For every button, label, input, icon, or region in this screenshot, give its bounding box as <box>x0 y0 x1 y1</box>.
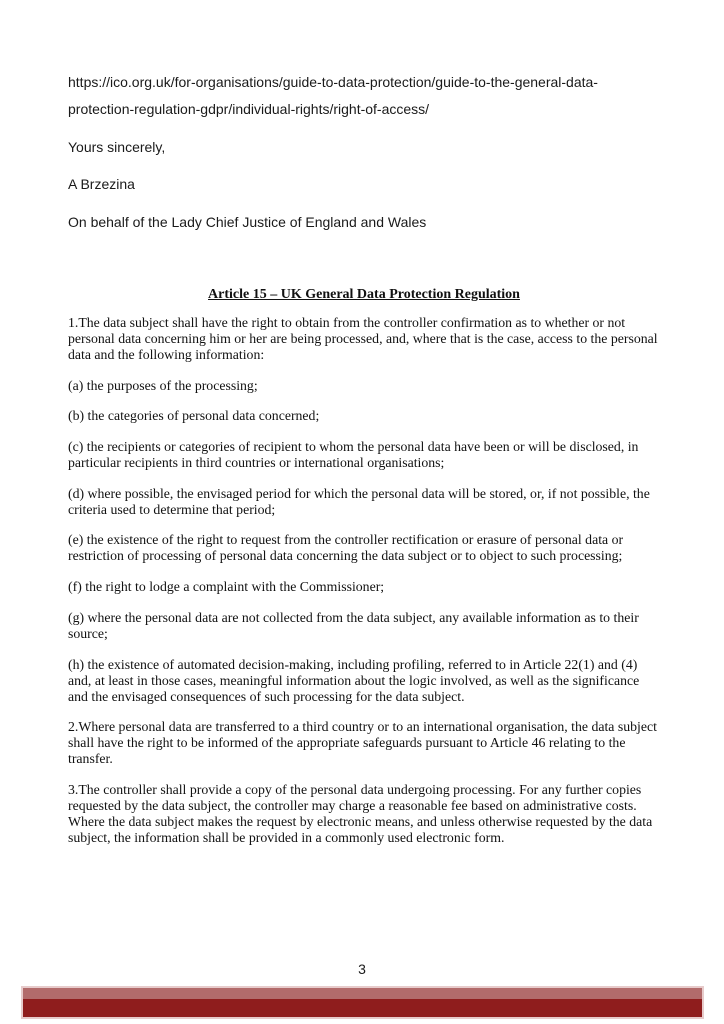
footer-accent-bar-dark-stripe <box>23 999 702 1017</box>
footer-accent-bar <box>21 986 704 1019</box>
article-paragraph-a: (a) the purposes of the processing; <box>68 377 258 393</box>
page-number: 3 <box>358 961 366 977</box>
source-url <box>68 69 698 123</box>
article-heading: Article 15 – UK General Data Protection Regulation <box>208 287 520 302</box>
letter-closing-section <box>68 69 698 246</box>
article-paragraph-g: (g) where the personal data are not collected from the data subject, any available information as to their source; <box>68 609 639 641</box>
source-url-line-1: https://ico.org.uk/for-organisations/guide-to-data-protection/guide-to-the-general-data- <box>68 74 598 90</box>
article-paragraph-1: 1.The data subject shall have the right to obtain from the controller confirmation as to whether or not personal data concerning him or her are being processed, and, where that is the case, access to the personal data and the following information: <box>68 315 658 362</box>
article-paragraph-3: 3.The controller shall provide a copy of the personal data undergoing processing. For any further copies requested by the data subject, the controller may charge a reasonable fee based on administrative costs. Where the data subject makes the request by electronic means, and unless otherwise requested by the data subject, the information shall be provided in a commonly used electronic form. <box>68 781 653 845</box>
source-url-line-2: protection-regulation-gdpr/individual-rights/right-of-access/ <box>68 101 430 117</box>
article-paragraph-f: (f) the right to lodge a complaint with the Commissioner; <box>68 579 385 595</box>
article-paragraph-b: (b) the categories of personal data concerned; <box>68 408 320 424</box>
closing-line: Yours sincerely, <box>68 138 166 155</box>
article-paragraph-h: (h) the existence of automated decision-making, including profiling, referred to in Article 22(1) and (4) and, at least in those cases, meaningful information about the logic involved, as well as the significance and the envisaged consequences of such processing for the data subject. <box>68 656 640 704</box>
signatory-name: A Brzezina <box>68 176 135 192</box>
on-behalf-line: On behalf of the Lady Chief Justice of England and Wales <box>68 213 427 230</box>
article-paragraph-e: (e) the existence of the right to request from the controller rectification or erasure of personal data or restriction of processing of personal data concerning the data subject or to object to such processing; <box>68 532 624 564</box>
article-paragraph-2: 2.Where personal data are transferred to a third country or to an international organisation, the data subject shall have the right to be informed of the appropriate safeguards pursuant to Article 46 relating to the transfer. <box>68 719 657 767</box>
footer-accent-bar-light-stripe <box>23 988 702 999</box>
article-paragraph-d: (d) where possible, the envisaged period for which the personal data will be stored, or, if not possible, the criteria used to determine that period; <box>68 485 650 517</box>
article-15-section <box>68 286 660 861</box>
article-paragraph-c: (c) the recipients or categories of recipient to whom the personal data have been or will be disclosed, in particular recipients in third countries or international organisations; <box>68 439 639 471</box>
